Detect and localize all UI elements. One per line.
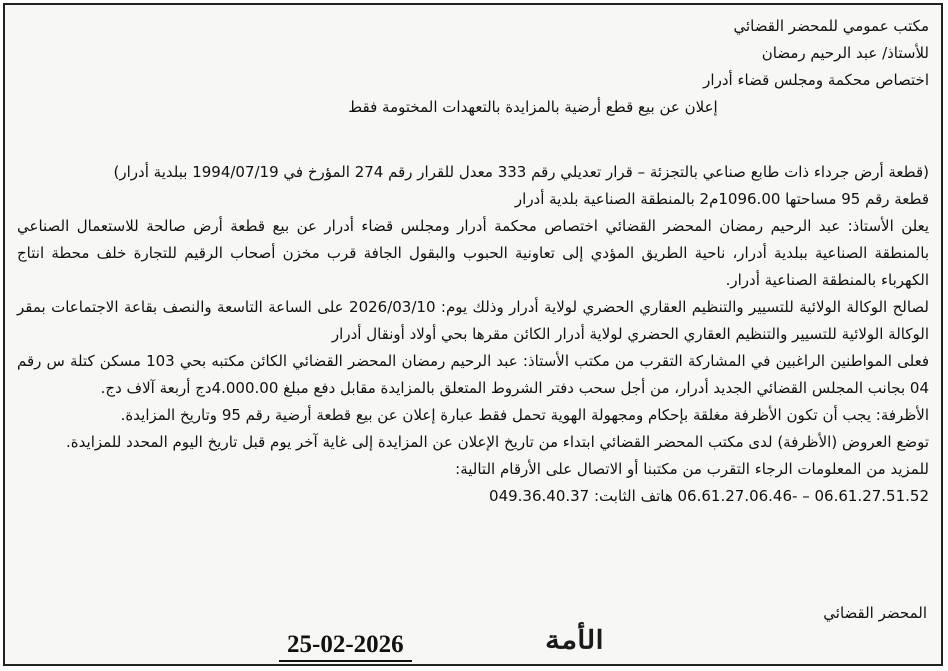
- announcement-frame: [3, 3, 943, 666]
- parcel-details: قطعة رقم 95 مساحتها 1096.00م2 بالمنطقة الصناعية بلدية أدرار: [514, 190, 929, 208]
- parcel-description: (قطعة أرض جرداء ذات طابع صناعي بالتجزئة – قرار تعديلي رقم 333 معدل للقرار رقم 274 المؤرخ في 1994/07/19 ببلدية أدرار): [113, 163, 929, 181]
- envelopes-paragraph: الأظرفة: يجب أن تكون الأظرفة مغلقة بإحكام ومجهولة الهوية تحمل فقط عبارة إعلان عن بيع قطعة أرضية رقم 95 وتاريخ المزايدة.: [120, 406, 929, 424]
- newspaper-logo: الأمة: [545, 625, 604, 656]
- phone-numbers: 06.61.27.51.52 – -06.61.27.06.46 هاتف الثابت: 049.36.40.37: [489, 487, 929, 505]
- office-name: مكتب عمومي للمحضر القضائي: [733, 17, 929, 35]
- beneficiary-paragraph: لصالح الوكالة الولائية للتسيير والتنظيم العقاري الحضري لولاية أدرار وذلك يوم: 2026/03/10 على الساعة التاسعة والنصف بقاعة الاجتماعات بمقر الوكالة الولائية للتسيير والتنظيم العقاري الحضري لولاية أدرار الكائن مقرها بحي أولاد أونقال أدرار: [17, 298, 929, 343]
- announcement-title: إعلان عن بيع قطع أرضية بالمزايدة بالتعهدات المختومة فقط: [348, 98, 718, 116]
- signature: المحضر القضائي: [823, 604, 927, 622]
- jurisdiction: اختصاص محكمة ومجلس قضاء أدرار: [703, 71, 929, 89]
- announce-paragraph: يعلن الأستاذ: عبد الرحيم رمضان المحضر القضائي اختصاص محكمة أدرار ومجلس قضاء أدرار عن بيع قطعة أرض صالحة للاستعمال الصناعي بالمنطقة الصناعية ببلدية أدرار، ناحية الطريق المؤدي إلى تعاونية الحبوب والبقول الجافة قرب مخزن أصحاب الرقيم للتجارة خلف محطة انتاج الكهرباء بالمنطقة الصناعية أدرار.: [17, 217, 929, 289]
- announcement-content: [17, 13, 929, 510]
- contact-line: للمزيد من المعلومات الرجاء التقرب من مكتبنا أو الاتصال على الأرقام التالية:: [455, 460, 929, 478]
- bailiff-name: للأستاذ/ عبد الرحيم رمضان: [761, 44, 929, 62]
- publication-date: 25-02-2026: [279, 631, 412, 662]
- citizens-paragraph: فعلى المواطنين الراغبين في المشاركة التقرب من مكتب الأستاذ: عبد الرحيم رمضان المحضر القضائي الكائن مكتبه بحي 103 مسكن كتلة س رقم 04 بجانب المجلس القضائي الجديد أدرار، من أجل سحب دفتر الشروط المتعلق بالمزايدة مقابل دفع مبلغ 4.000.00دج أربعة آلاف دج.: [17, 352, 929, 397]
- deposit-paragraph: توضع العروض (الأظرفة) لدى مكتب المحضر القضائي ابتداء من تاريخ الإعلان عن المزايدة إلى غاية آخر يوم قبل تاريخ اليوم المحدد للمزايدة.: [66, 433, 929, 451]
